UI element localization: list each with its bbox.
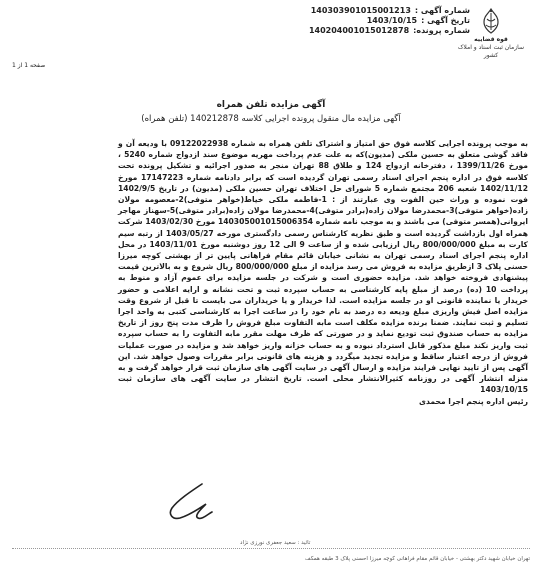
footer-divider <box>12 548 530 549</box>
notice-title: آگهی مزایده تلفن همراه <box>216 100 326 110</box>
notice-header-info <box>270 6 470 36</box>
notice-body-main: به موجب پرونده اجرایی کلاسه فوق حق امتیاز و اشتراک تلفن همراه به شماره 09122022938 با ودیعه آن و فاقد گوشی متعلق به حسین ملکی (مدیون)که به علت عدم پرداخت مهریه موضوع سند ازدواج شماره 5240 ، مورخ 1399/11/26 ، دفترخانه ازدواج 124 و طلاق 88 تهران منجر به صدور اجرائیه و تشکیل پرونده تحت کلاسه فوق در اداره پنجم اجرای اسناد رسمی تهران گردیده است که برابر دادنامه شماره 17147223 مورخ 1402/11/12 شعبه 206 مجتمع شماره 5 شورای حل اختلاف تهران حسین ملکی (مدیون) در تاریخ 1402/9/5 فوت نموده و وراث حین الفوت وی عبارتند از : 1-فاطمه ملکی خیاط(خواهر متوفی)2-معصومه مولان زاده(خواهر متوفی)3-محمدرضا مولان زاده(برادر متوفی)4-محمدرضا مولان زاده(برادر متوفی)5-سهناز مهاجر ایروانی(همسر متوفی) می باشند و به موجب نامه شماره 140305001015006354 مورخ 1403/02/30 شرکت همراه اول بازداشت گردیده است و طبق نظریه کارشناس رسمی دادگستری مورخه 1403/05/27 از رتبه سیم کارت به مبلغ 800/000/000 ریال ارزیابی شده و از ساعت 9 الی 12 روز دوشنبه مورخ 1403/11/01 در محل اداره پنجم اجرای اسناد رسمی تهران به نشانی خیابان قائم مقام فراهانی پایین تر از بهشتی کوچه میرزا حسنی پلاک 3 ازطریق مزایده به فروش می رسد مزایده از مبلغ 800/000/000 ریال شروع و به بالاترین قیمت پیشنهادی فروخته خواهد شد. مزایده حضوری است و شرکت در جلسه مزایده برای عموم آزاد و منوط به پرداخت 10 (ده) درصد از مبلغ پایه کارشناسی به حساب سپرده ثبت و تحت نشانه و ارایه اعلامی و حضور خریدار یا نماینده قانونی او در جلسه مزایده است. لذا خریدار و یا خریداران می بایست تا قبل از شروع وقت مزایده اصل فیش واریزی مبلغ ودیعه ده درصد به نام خود را در ساعت اجرا به کارشناسی کتبی به واحد اجرا تسلیم و ثبت نمایند. ضمنا برنده مزایده مکلف است مابه التفاوت مبلغ فروش را ظرف مدت پنج روز از تاریخ مزایده به حساب صندوق ثبت تودیع نماید و در صورتی که ظرف مهلت مقرر مابه التفاوت را به حساب سپرده ثبت واریز نکند مبلغ مذکور قابل استرداد نبوده و به حساب خزانه واریز خواهد شد و مزایده در صورت عملیات فروش از درجه اعتبار ساقط و مزایده تجدید میگردد و هزینه های قانونی برابر مقررات وصول خواهد شد. این آگهی پس از تایید نهایی فرایند مزایده و ارسال آگهی در سایت آگهی های سازمان ثبت قرار خواهد گرفت و به منزله انتشار آگهی در روزنامه کثیرالانتشار محلی است. تاریخ انتشار در سایت آگهی های سازمان ثبت 1403/10/15 <box>118 139 529 395</box>
notice-date-row <box>270 16 470 26</box>
footer-address: تهران خیابان شهید دکتر بهشتی - خیابان قائم مقام فراهانی کوچه میرزا احسنی پلاک 3 طبقه همکف <box>305 556 530 562</box>
judiciary-emblem <box>454 6 528 70</box>
file-number: 140204001015012878 <box>308 26 410 35</box>
file-number-label: شماره پرونده: <box>413 26 470 35</box>
file-number-row <box>270 26 470 36</box>
notice-number-label: شماره آگهی : <box>414 6 470 15</box>
notice-body <box>118 138 528 407</box>
notice-number-row <box>270 6 470 16</box>
notice-subtitle: آگهی مزایده مال منقول پرونده اجرایی کلاسه 140212878 (تلفن همراه) <box>141 114 401 124</box>
notice-signoff: رئیس اداره پنجم اجرا محمدی <box>419 396 528 406</box>
emblem-icon <box>476 6 506 36</box>
page-count: صفحه 1 از 1 <box>12 62 46 69</box>
notice-number: 140303901015001213 <box>310 6 411 15</box>
notice-date: 1403/10/15 <box>366 16 418 25</box>
emblem-org-line2: سازمان ثبت اسناد و املاک کشور <box>458 44 524 59</box>
notice-date-label: تاریخ آگهی : <box>421 16 470 25</box>
footer-signer: تائید : سعید جعفری نورزی نژاد <box>240 540 311 546</box>
handwritten-signature <box>160 478 220 528</box>
emblem-org-line1: قوه قضاییه <box>474 36 508 43</box>
